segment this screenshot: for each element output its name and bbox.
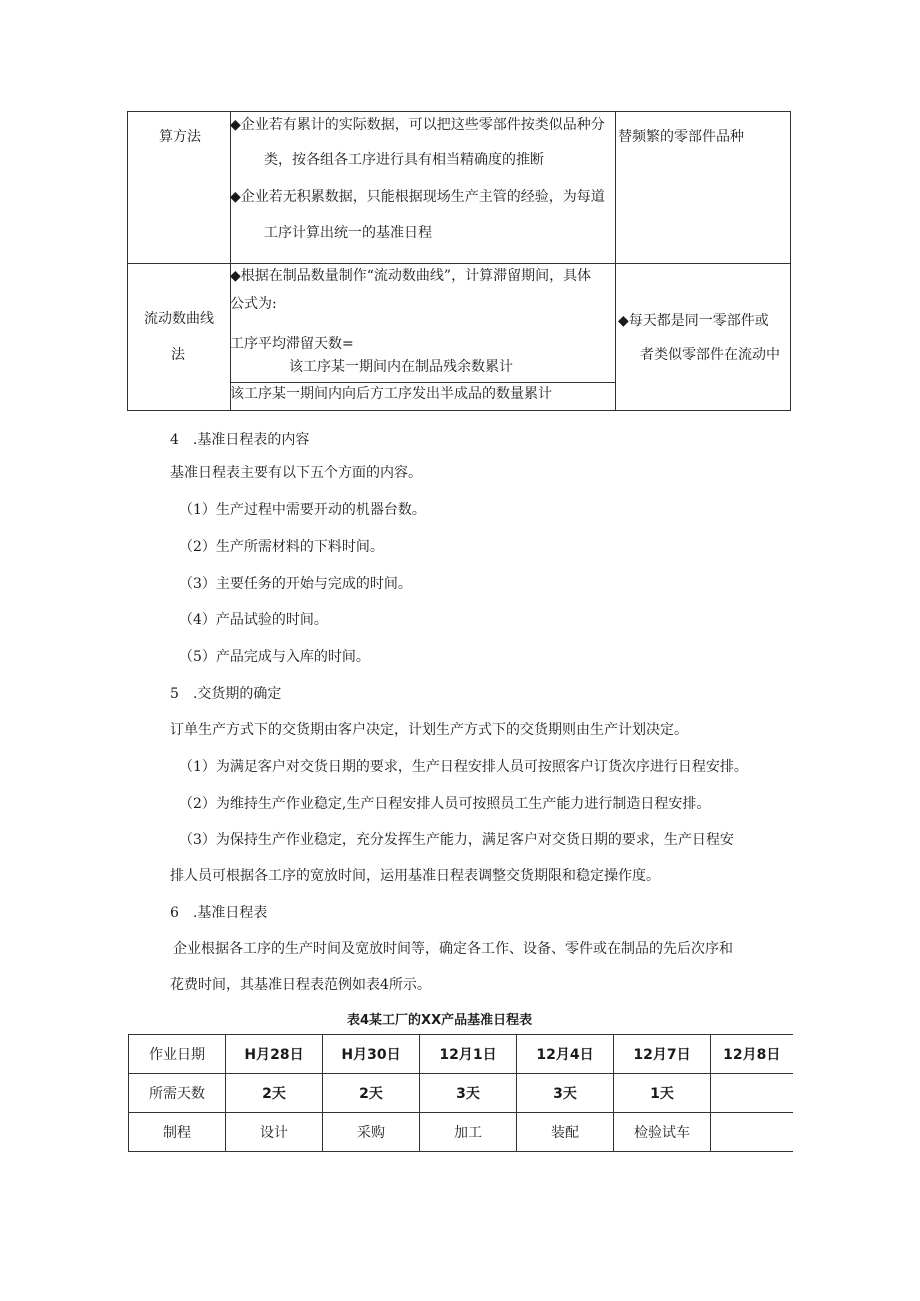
method-desc-line: ◆企业若无积累数据，只能根据现场生产主管的经验，为每道 — [230, 189, 605, 205]
process-cell: 采购 — [323, 1113, 420, 1152]
row-label: 制程 — [129, 1113, 226, 1152]
method-note: ◆每天都是同一零部件或 — [618, 313, 769, 329]
date-cell: 12月8日 — [711, 1035, 793, 1074]
method-desc-line: 公式为: — [230, 296, 277, 312]
list-item: （2）生产所需材料的下料时间。 — [179, 539, 384, 555]
formula-label: 工序平均滞留天数= — [230, 336, 354, 352]
list-item: （3）为保持生产作业稳定，充分发挥生产能力，满足客户对交货日期的要求，生产日程安 — [179, 832, 734, 848]
days-cell: 1天 — [614, 1074, 711, 1113]
paragraph: 企业根据各工序的生产时间及宽放时间等，确定各工作、设备、零件或在制品的先后次序和 — [173, 941, 733, 957]
process-cell: 设计 — [226, 1113, 323, 1152]
formula-denominator: 该工序某一期间内向后方工序发出半成品的数量累计 — [230, 386, 552, 402]
paragraph: 花费时间，其基准日程表范例如表4所示。 — [170, 977, 431, 993]
method-note: 替频繁的零部件品种 — [618, 129, 744, 145]
date-cell: H月30日 — [323, 1035, 420, 1074]
days-cell: 2天 — [323, 1074, 420, 1113]
list-item: （4）产品试验的时间。 — [179, 612, 328, 628]
row-label: 所需天数 — [129, 1074, 226, 1113]
method-name: 法 — [171, 347, 185, 363]
method-name: 算方法 — [159, 129, 201, 145]
paragraph: 订单生产方式下的交货期由客户决定，计划生产方式下的交货期则由生产计划决定。 — [170, 722, 688, 738]
table-divider — [128, 263, 790, 264]
date-cell: 12月1日 — [420, 1035, 517, 1074]
list-item: （1）为满足客户对交货日期的要求，生产日程安排人员可按照客户订货次序进行日程安排。 — [179, 759, 748, 775]
list-item: 排人员可根据各工序的宽放时间，运用基准日程表调整交货期限和稳定操作度。 — [170, 868, 660, 884]
date-cell: 12月4日 — [517, 1035, 614, 1074]
fraction-line — [230, 382, 615, 383]
table-row — [129, 1074, 793, 1113]
method-desc-line: 类，按各组各工序进行具有相当精确度的推断 — [264, 152, 544, 168]
date-cell: 12月7日 — [614, 1035, 711, 1074]
section-heading: 5 .交货期的确定 — [170, 686, 282, 702]
list-item: （1）生产过程中需要开动的机器台数。 — [179, 502, 426, 518]
process-cell — [711, 1113, 793, 1152]
method-desc-line: ◆根据在制品数量制作“流动数曲线”，计算滞留期间，具体 — [230, 268, 592, 284]
process-cell: 装配 — [517, 1113, 614, 1152]
table-divider — [230, 112, 231, 410]
list-item: （3）主要任务的开始与完成的时间。 — [179, 576, 412, 592]
table-divider — [615, 112, 616, 410]
section-heading: 6 .基准日程表 — [170, 905, 268, 921]
days-cell — [711, 1074, 793, 1113]
days-cell: 3天 — [420, 1074, 517, 1113]
process-cell: 加工 — [420, 1113, 517, 1152]
table-row — [129, 1035, 793, 1074]
list-item: （5）产品完成与入库的时间。 — [179, 649, 370, 665]
process-cell: 检验试车 — [614, 1113, 711, 1152]
method-note: 者类似零部件在流动中 — [640, 347, 780, 363]
table-row — [129, 1113, 793, 1152]
method-desc-line: ◆企业若有累计的实际数据，可以把这些零部件按类似品种分 — [230, 117, 605, 133]
formula-numerator: 该工序某一期间内在制品残余数累计 — [289, 359, 513, 375]
row-label: 作业日期 — [129, 1035, 226, 1074]
method-name: 流动数曲线 — [144, 311, 214, 327]
days-cell: 3天 — [517, 1074, 614, 1113]
days-cell: 2天 — [226, 1074, 323, 1113]
list-item: （2）为维持生产作业稳定,生产日程安排人员可按照员工生产能力进行制造日程安排。 — [179, 796, 711, 812]
schedule-table — [128, 1034, 793, 1152]
method-desc-line: 工序计算出统一的基准日程 — [264, 225, 432, 241]
section-heading: 4 .基准日程表的内容 — [170, 432, 310, 448]
date-cell: H月28日 — [226, 1035, 323, 1074]
paragraph: 基准日程表主要有以下五个方面的内容。 — [170, 465, 422, 481]
table-caption: 表4某工厂的XX产品基准日程表 — [347, 1013, 533, 1028]
